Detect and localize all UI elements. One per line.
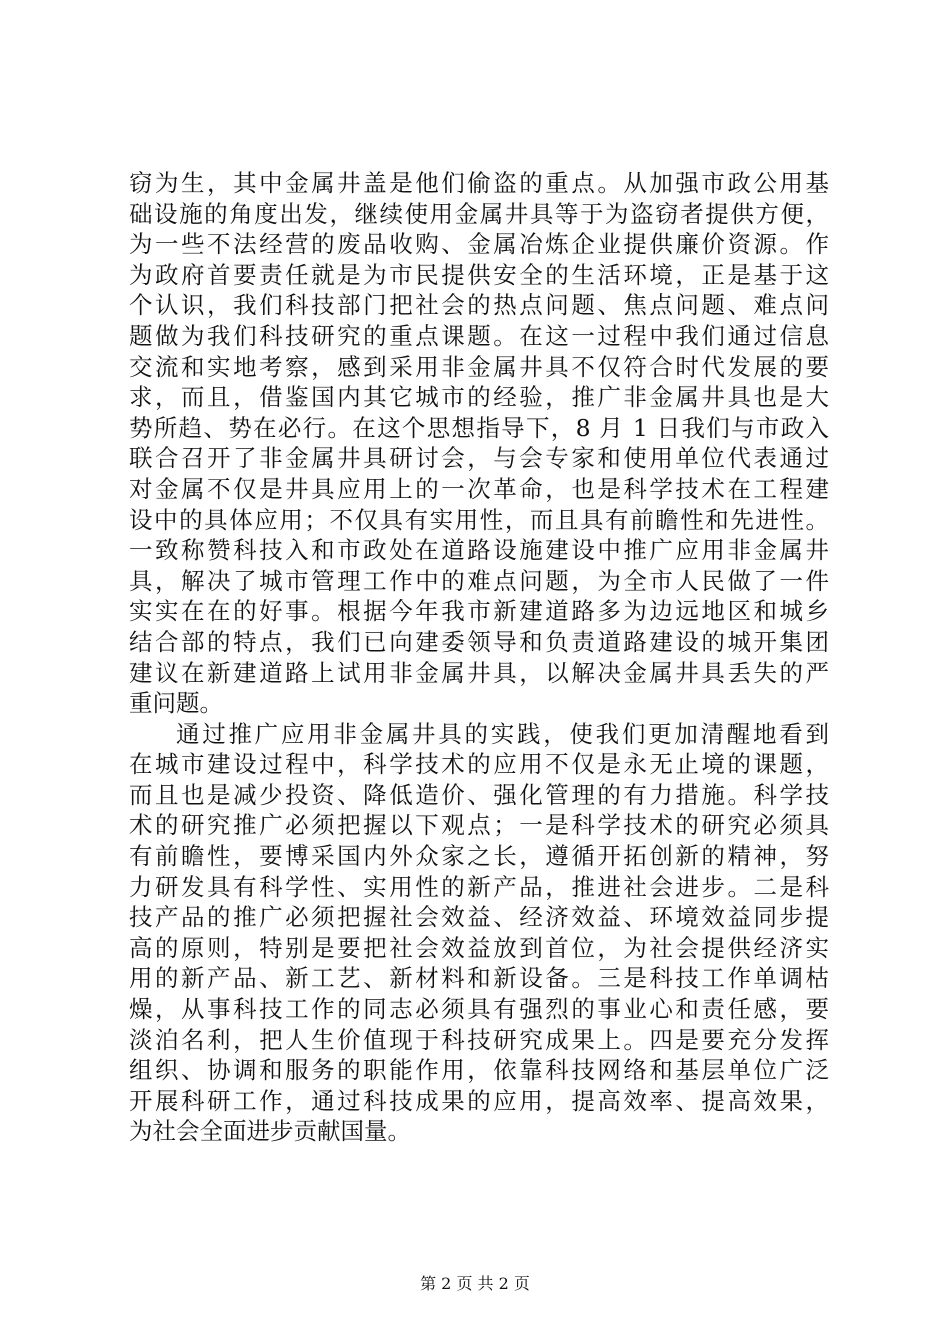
text-line: 高的原则，特别是要把社会效益放到首位，为社会提供经济实 [129, 933, 829, 962]
text-line: 为政府首要责任就是为市民提供安全的生活环境，正是基于这 [129, 260, 829, 289]
text-line: 通过推广应用非金属井具的实践，使我们更加清醒地看到 [176, 719, 829, 748]
text-line: 实实在在的好事。根据今年我市新建道路多为边远地区和城乡 [129, 597, 829, 626]
text-line: 础设施的角度出发，继续使用金属井具等于为盗窃者提供方便， [129, 199, 829, 228]
text-line: 淡泊名利，把人生价值现于科技研究成果上。四是要充分发挥 [129, 1025, 829, 1054]
text-line: 对金属不仅是井具应用上的一次革命，也是科学技术在工程建 [129, 474, 829, 503]
text-line: 开展科研工作，通过科技成果的应用，提高效率、提高效果， [129, 1086, 829, 1115]
text-line: 组织、协调和服务的职能作用，依靠科技网络和基层单位广泛 [129, 1056, 829, 1085]
text-line: 势所趋、势在必行。在这个思想指导下，8 月 1 日我们与市政入 [129, 413, 829, 442]
text-line: 具，解决了城市管理工作中的难点问题，为全市人民做了一件 [129, 566, 829, 595]
text-line: 在城市建设过程中，科学技术的应用不仅是永无止境的课题， [129, 750, 829, 779]
text-line: 建议在新建道路上试用非金属井具，以解决金属井具丢失的严 [129, 658, 829, 687]
text-line: 题做为我们科技研究的重点课题。在这一过程中我们通过信息 [129, 321, 829, 350]
text-line: 一致称赞科技入和市政处在道路设施建设中推广应用非金属井 [129, 536, 829, 565]
text-line: 结合部的特点，我们已向建委领导和负责道路建设的城开集团 [129, 627, 829, 656]
text-line: 为社会全面进步贡献国量。 [129, 1117, 411, 1146]
text-line: 有前瞻性，要博采国内外众家之长，遵循开拓创新的精神，努 [129, 842, 829, 871]
text-line: 重问题。 [129, 689, 223, 718]
text-line: 术的研究推广必须把握以下观点；一是科学技术的研究必须具 [129, 811, 829, 840]
text-line: 个认识，我们科技部门把社会的热点问题、焦点问题、难点问 [129, 291, 829, 320]
document-body [129, 168, 829, 1147]
text-line: 技产品的推广必须把握社会效益、经济效益、环境效益同步提 [129, 903, 829, 932]
text-line: 用的新产品、新工艺、新材料和新设备。三是科技工作单调枯 [129, 964, 829, 993]
text-line: 求，而且，借鉴国内其它城市的经验，推广非金属井具也是大 [129, 383, 829, 412]
text-line: 而且也是减少投资、降低造价、强化管理的有力措施。科学技 [129, 780, 829, 809]
text-line: 力研发具有科学性、实用性的新产品，推进社会进步。二是科 [129, 872, 829, 901]
paragraph-2 [129, 719, 829, 1147]
text-line: 交流和实地考察，感到采用非金属井具不仅符合时代发展的要 [129, 352, 829, 381]
text-line: 联合召开了非金属井具研讨会，与会专家和使用单位代表通过 [129, 444, 829, 473]
text-line: 燥，从事科技工作的同志必须具有强烈的事业心和责任感，要 [129, 995, 829, 1024]
text-line: 为一些不法经营的废品收购、金属冶炼企业提供廉价资源。作 [129, 230, 829, 259]
text-line: 窃为生，其中金属井盖是他们偷盗的重点。从加强市政公用基 [129, 169, 829, 197]
paragraph-1 [129, 168, 829, 719]
page-number: 第 2 页 共 2 页 [420, 1274, 530, 1293]
text-line: 设中的具体应用；不仅具有实用性，而且具有前瞻性和先进性。 [129, 505, 829, 534]
